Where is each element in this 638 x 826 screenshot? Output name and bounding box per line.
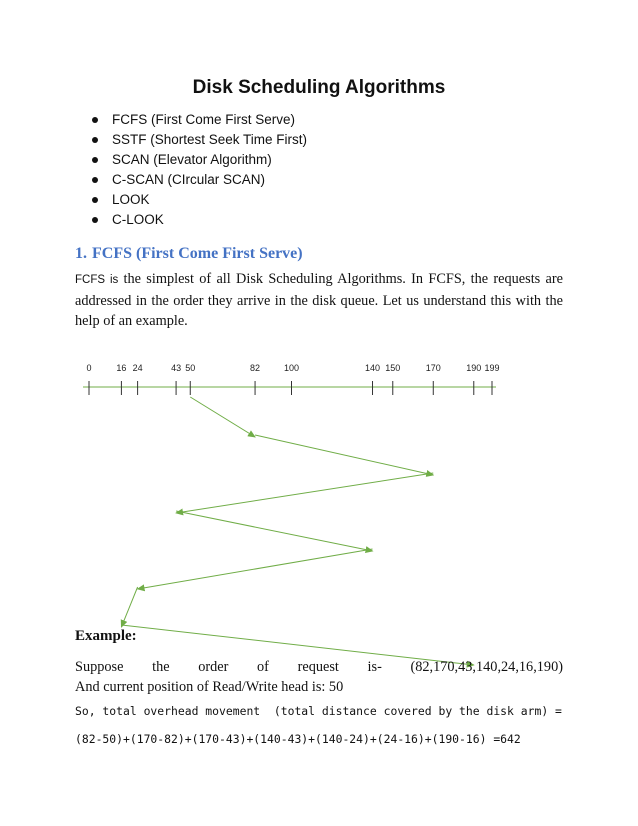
section-heading-text: FCFS (First Come First Serve) — [92, 245, 303, 262]
track-tick-label: 190 — [466, 363, 482, 373]
overhead-label: So, total overhead movement (total distance covered by the disk arm) = — [75, 704, 562, 718]
page-title: Disk Scheduling Algorithms — [192, 77, 446, 98]
seek-movement-arrow — [190, 397, 255, 437]
list-item-label: C-LOOK — [112, 212, 164, 227]
request-word: the — [152, 659, 170, 675]
list-item-label: FCFS (First Come First Serve) — [112, 112, 296, 127]
seek-movement-arrow — [176, 511, 372, 551]
intro-text: the simplest of all Disk Scheduling Algorithms. In FCFS, the requests are addressed in the order they arrive in the disk queue. Let us understand this with the help of an example. — [75, 271, 563, 329]
track-tick-label: 0 — [86, 363, 92, 373]
list-item-label: SCAN (Elevator Algorithm) — [112, 152, 272, 167]
list-item-label: LOOK — [112, 192, 150, 207]
request-word: order — [198, 659, 229, 675]
section-number: 1. — [75, 245, 87, 262]
track-tick-label: 43 — [171, 363, 182, 373]
head-position-line: And current position of Read/Write head is: 50 — [75, 679, 344, 695]
list-item-label: C-SCAN (CIrcular SCAN) — [112, 172, 266, 187]
track-tick-label: 50 — [185, 363, 196, 373]
seek-movement-arrow — [138, 549, 373, 589]
track-tick-label: 24 — [132, 363, 143, 373]
request-word: request — [297, 659, 339, 675]
seek-movement-arrow — [176, 473, 433, 513]
track-tick-label: 100 — [283, 363, 300, 373]
track-tick-label: 16 — [116, 363, 127, 373]
track-tick-label: 199 — [484, 363, 500, 373]
request-sequence: (82,170,43,140,24,16,190) — [410, 659, 563, 675]
seek-movement-arrow — [255, 435, 433, 475]
request-word: of — [257, 659, 269, 675]
track-tick-label: 140 — [365, 363, 381, 373]
intro-lead: FCFS is — [75, 274, 119, 286]
request-word: Suppose — [75, 659, 124, 675]
request-word: is- — [367, 659, 382, 675]
overhead-calculation: (82-50)+(170-82)+(170-43)+(140-43)+(140-24)+(24-16)+(190-16) =642 — [75, 732, 521, 746]
track-tick-label: 82 — [250, 363, 261, 373]
seek-movement-arrow — [121, 587, 137, 627]
track-tick-label: 150 — [385, 363, 401, 373]
request-order-line — [75, 658, 563, 677]
track-tick-label: 170 — [425, 363, 441, 373]
list-item-label: SSTF (Shortest Seek Time First) — [112, 132, 308, 147]
example-heading: Example: — [75, 628, 137, 644]
